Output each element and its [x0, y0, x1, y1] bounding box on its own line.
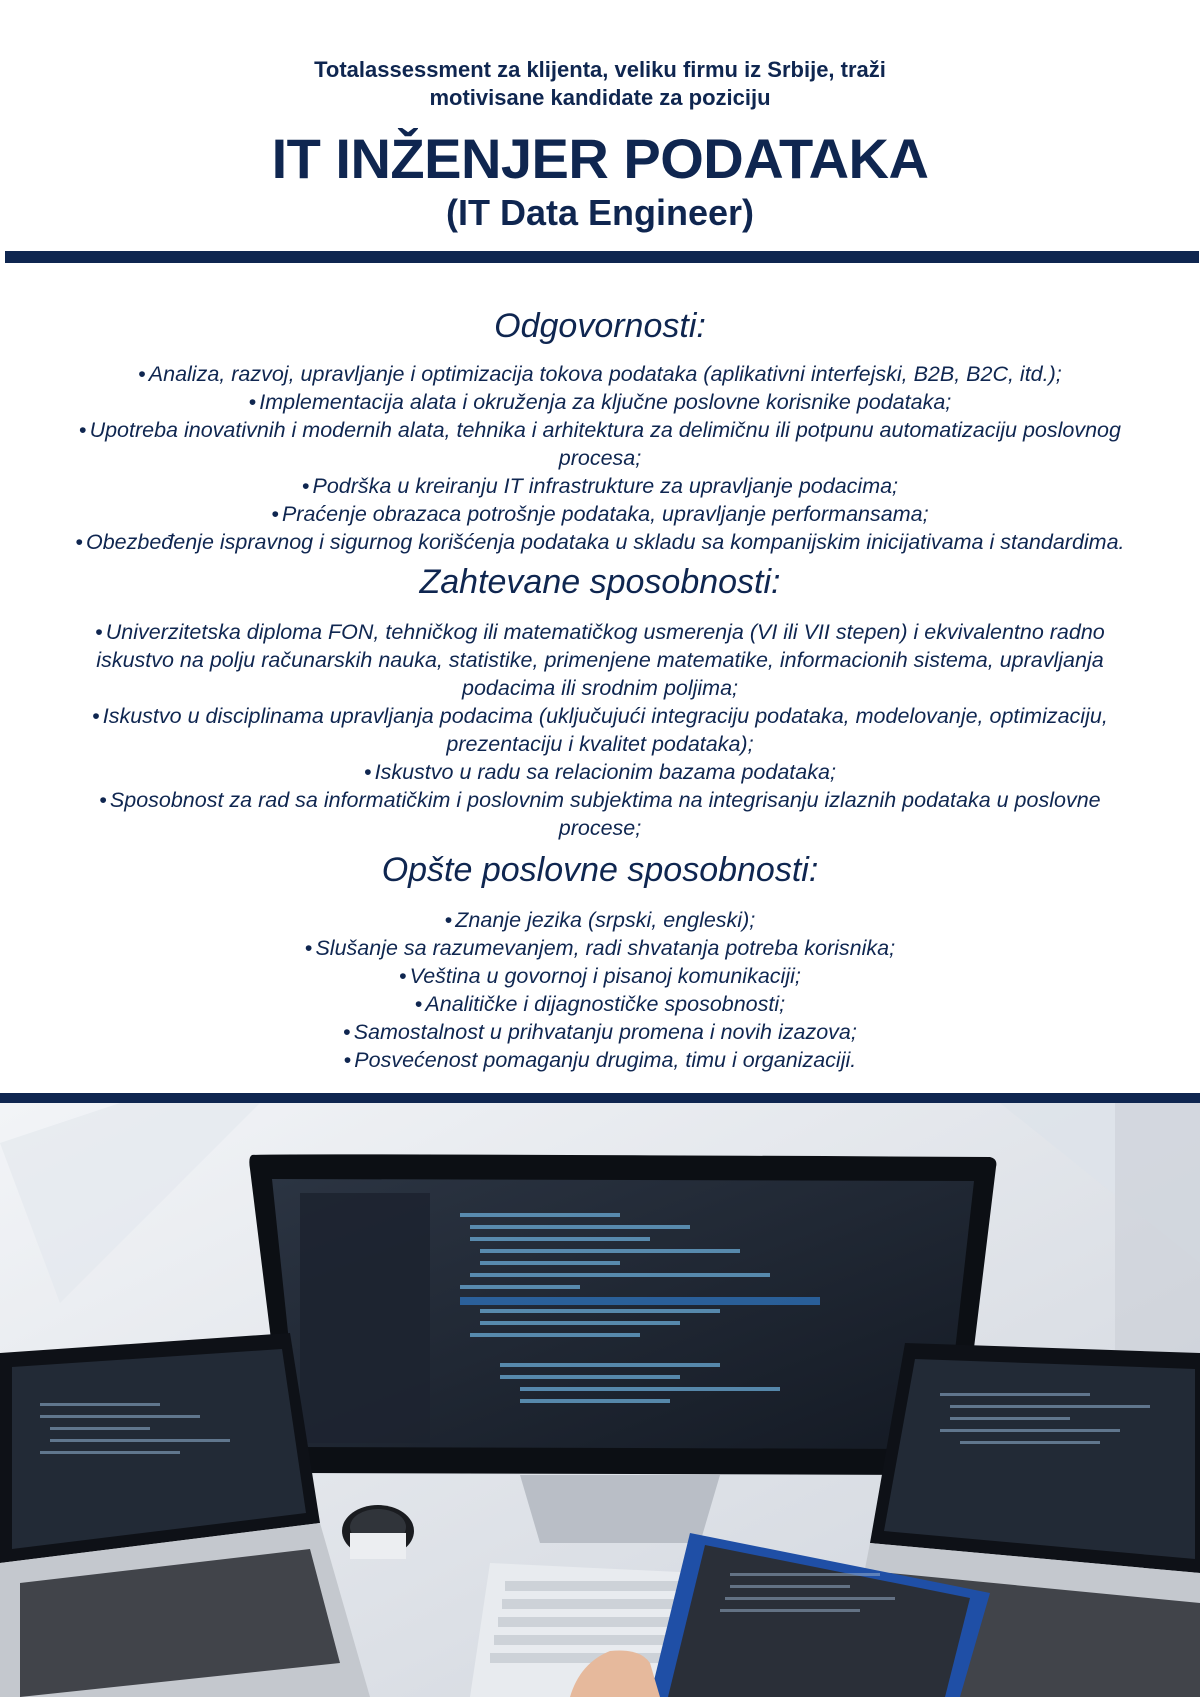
- list-item: [40, 416, 1160, 472]
- bottom-divider: [0, 1093, 1200, 1103]
- bullet-icon: •: [248, 390, 257, 414]
- bullet-icon: •: [304, 936, 313, 960]
- list-item-text: Iskustvo u disciplinama upravljanja podacima (uključujući integraciju podataka, modelovanje, optimizaciju, prezentaciju i kvalitet podataka);: [102, 704, 1108, 756]
- list-item: [40, 1046, 1160, 1074]
- required-skills-section: [0, 560, 1200, 842]
- bullet-icon: •: [79, 418, 87, 442]
- list-item-text: Samostalnost u prihvatanju promena i novih izazova;: [353, 1020, 857, 1044]
- bullet-icon: •: [444, 908, 453, 932]
- job-title: IT INŽENJER PODATAKA: [271, 127, 929, 190]
- bullet-icon: •: [343, 1020, 351, 1044]
- list-item-text: Upotreba inovativnih i modernih alata, tehnika i arhitektura za delimičnu ili potpunu automatizaciju poslovnog procesa;: [89, 418, 1121, 470]
- list-item-text: Iskustvo u radu sa relacionim bazama podataka;: [374, 760, 836, 784]
- list-item-text: Praćenje obrazaca potrošnje podataka, upravljanje performansama;: [281, 502, 929, 526]
- business-skills-section: [0, 848, 1200, 1074]
- list-item: [65, 758, 1135, 786]
- bullet-icon: •: [271, 502, 279, 526]
- bullet-icon: •: [414, 992, 423, 1016]
- responsibilities-list: [0, 360, 1200, 556]
- list-item-text: Veština u govornoj i pisanoj komunikaciji;: [409, 964, 801, 988]
- list-item: [40, 906, 1160, 934]
- list-item-text: Podrška u kreiranju IT infrastrukture za upravljanje podacima;: [312, 474, 899, 498]
- code-highlight: [460, 1297, 820, 1305]
- list-item: [40, 528, 1160, 556]
- bullet-icon: •: [138, 362, 146, 386]
- business-skills-heading: Opšte poslovne sposobnosti:: [381, 851, 819, 889]
- coffee-cup: [342, 1505, 414, 1559]
- intro-line-2: motivisane kandidate za poziciju: [429, 85, 771, 110]
- bullet-icon: •: [399, 964, 407, 988]
- bullet-icon: •: [95, 620, 103, 644]
- bullet-icon: •: [343, 1048, 352, 1072]
- list-item-text: Analitičke i dijagnostičke sposobnosti;: [425, 992, 786, 1016]
- job-content: [0, 304, 1200, 1074]
- bullet-icon: •: [92, 704, 100, 728]
- bullet-icon: •: [99, 788, 107, 812]
- workspace-illustration: [0, 1103, 1200, 1697]
- bullet-icon: •: [75, 530, 83, 554]
- list-item-text: Obezbeđenje ispravnog i sigurnog korišćenja podataka u skladu sa kompanijskim inicijativama i standardima.: [86, 530, 1125, 554]
- list-item-text: Znanje jezika (srpski, engleski);: [455, 908, 756, 932]
- list-item: [40, 500, 1160, 528]
- list-item: [40, 1018, 1160, 1046]
- header: [0, 0, 1200, 234]
- list-item-text: Posvećenost pomaganju drugima, timu i organizaciji.: [354, 1048, 857, 1072]
- workspace-photo: [0, 1103, 1200, 1697]
- list-item-text: Univerzitetska diploma FON, tehničkog ili matematičkog usmerenja (VI ili VII stepen) i ekvivalentno radno iskustvo na polju računarskih nauka, statistike, primenjene matematike, informacionih sistema, upravljanja podacima ili srodnim poljima;: [96, 620, 1105, 700]
- list-item: [40, 934, 1160, 962]
- list-item: [65, 618, 1135, 702]
- list-item: [40, 388, 1160, 416]
- list-item: [65, 786, 1135, 842]
- responsibilities-section: [0, 304, 1200, 556]
- list-item: [40, 360, 1160, 388]
- list-item: [40, 962, 1160, 990]
- required-skills-list: [0, 618, 1200, 842]
- code-sidebar: [300, 1193, 430, 1443]
- bullet-icon: •: [301, 474, 310, 498]
- list-item: [40, 990, 1160, 1018]
- responsibilities-heading: Odgovornosti:: [494, 307, 706, 345]
- list-item: [40, 472, 1160, 500]
- bullet-icon: •: [364, 760, 372, 784]
- intro-line-1: Totalassessment za klijenta, veliku firmu iz Srbije, traži: [314, 57, 886, 82]
- monitor-stand: [520, 1475, 720, 1543]
- job-subtitle: (IT Data Engineer): [445, 192, 755, 233]
- list-item: [65, 702, 1135, 758]
- top-divider: [5, 251, 1199, 263]
- list-item-text: Sposobnost za rad sa informatičkim i poslovnim subjektima na integrisanju izlaznih podataka u poslovne procese;: [109, 788, 1101, 840]
- list-item-text: Slušanje sa razumevanjem, radi shvatanja potreba korisnika;: [315, 936, 896, 960]
- list-item-text: Implementacija alata i okruženja za ključne poslovne korisnike podataka;: [259, 390, 952, 414]
- business-skills-list: [0, 906, 1200, 1074]
- required-skills-heading: Zahtevane sposobnosti:: [419, 563, 781, 601]
- list-item-text: Analiza, razvoj, upravljanje i optimizacija tokova podataka (aplikativni interfejski, B2B, B2C, itd.);: [148, 362, 1062, 386]
